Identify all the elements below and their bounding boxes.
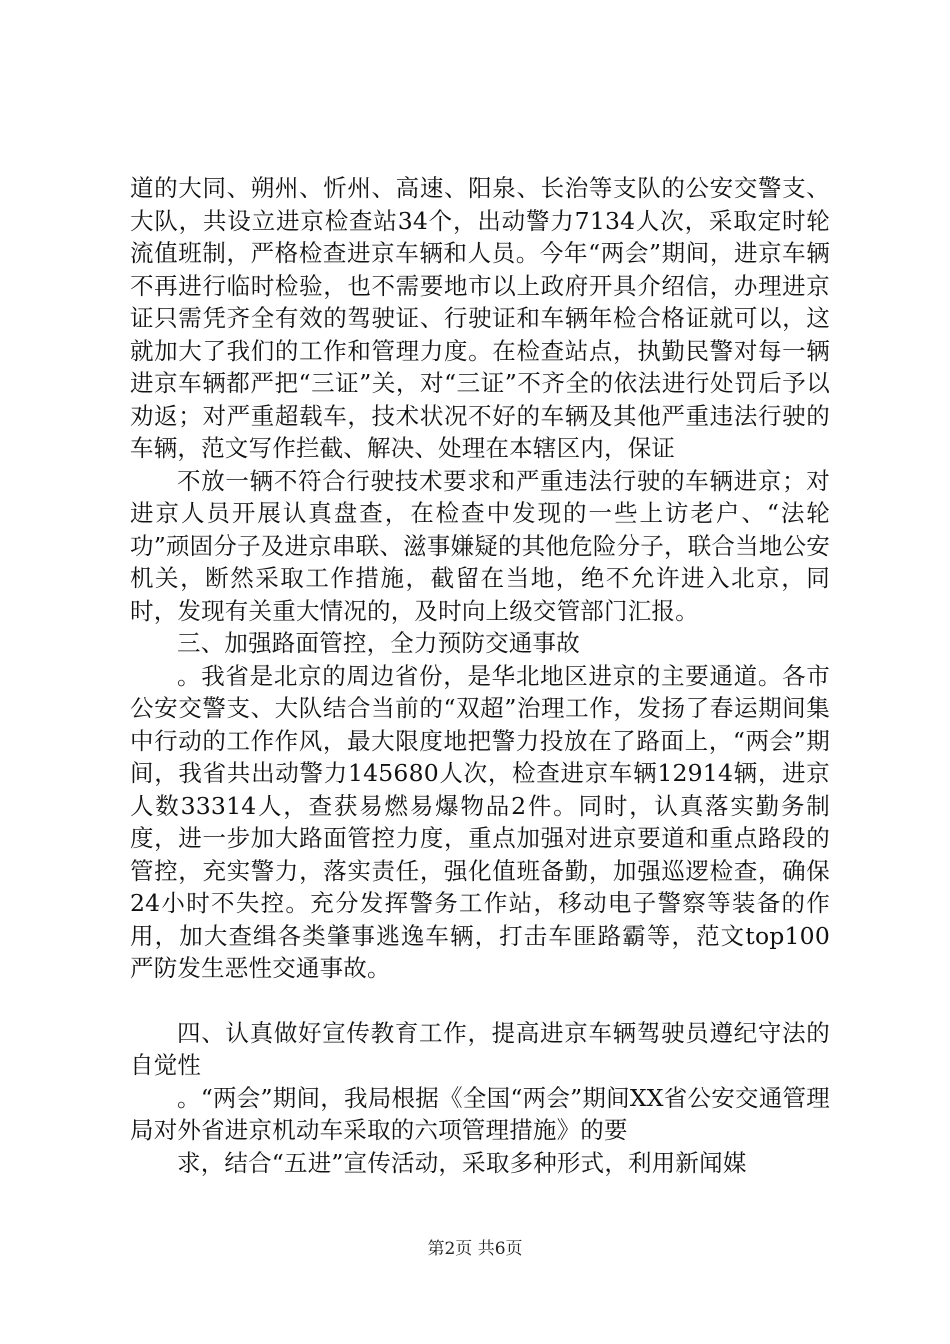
paragraph-publicity: 。“两会”期间，我局根据《全国“两会”期间XX省公安交通管理局对外省进京机动车采取的六项管理措施》的要 xyxy=(130,1083,830,1144)
section-heading-publicity: 四、认真做好宣传教育工作，提高进京车辆驾驶员遵纪守法的自觉性 xyxy=(130,1018,830,1079)
paragraph-publicity-continued: 求，结合“五进”宣传活动，采取多种形式，利用新闻媒 xyxy=(177,1148,747,1177)
paragraph-road-control: 。我省是北京的周边省份，是华北地区进京的主要通道。各市公安交警支、大队结合当前的“双超”治理工作，发扬了春运期间集中行动的工作作风，最大限度地把警力投放在了路面上，“两会”期间，我省共出动警力145680人次，检查进京车辆12914辆，进京人数33314人，查获易燃易爆物品2件。同时，认真落实勤务制度，进一步加大路面管控力度，重点加强对进京要道和重点路段的管控，充实警力，落实责任，强化值班备勤，加强巡逻检查，确保24小时不失控。充分发挥警务工作站，移动电子警察等装备的作用，加大查缉各类肇事逃逸车辆，打击车匪路霸等，范文top100严防发生恶性交通事故。 xyxy=(130,661,830,982)
document-body xyxy=(130,172,830,1179)
paragraph-checkpoints: 道的大同、朔州、忻州、高速、阳泉、长治等支队的公安交警支、大队，共设立进京检查站34个，出动警力7134人次，采取定时轮流值班制，严格检查进京车辆和人员。今年“两会”期间，进京车辆不再进行临时检验，也不需要地市以上政府开具介绍信，办理进京证只需凭齐全有效的驾驶证、行驶证和车辆年检合格证就可以，这就加大了我们的工作和管理力度。在检查站点，执勤民警对每一辆进京车辆都严把“三证”关，对“三证”不齐全的依法进行处罚后予以劝返；对严重超载车，技术状况不好的车辆及其他严重违法行驶的车辆，范文写作拦截、解决、处理在本辖区内，保证 xyxy=(130,174,830,462)
page-number-footer: 第2页 共6页 xyxy=(427,1239,523,1259)
paragraph-no-violating-vehicles: 不放一辆不符合行驶技术要求和严重违法行驶的车辆进京；对进京人员开展认真盘查，在检查中发现的一些上访老户、“法轮功”顽固分子及进京串联、滋事嫌疑的其他危险分子，联合当地公安机关，断然采取工作措施，截留在当地，绝不允许进入北京，同时，发现有关重大情况的，及时向上级交管部门汇报。 xyxy=(130,466,830,625)
section-heading-road-control: 三、加强路面管控，全力预防交通事故 xyxy=(177,629,580,657)
